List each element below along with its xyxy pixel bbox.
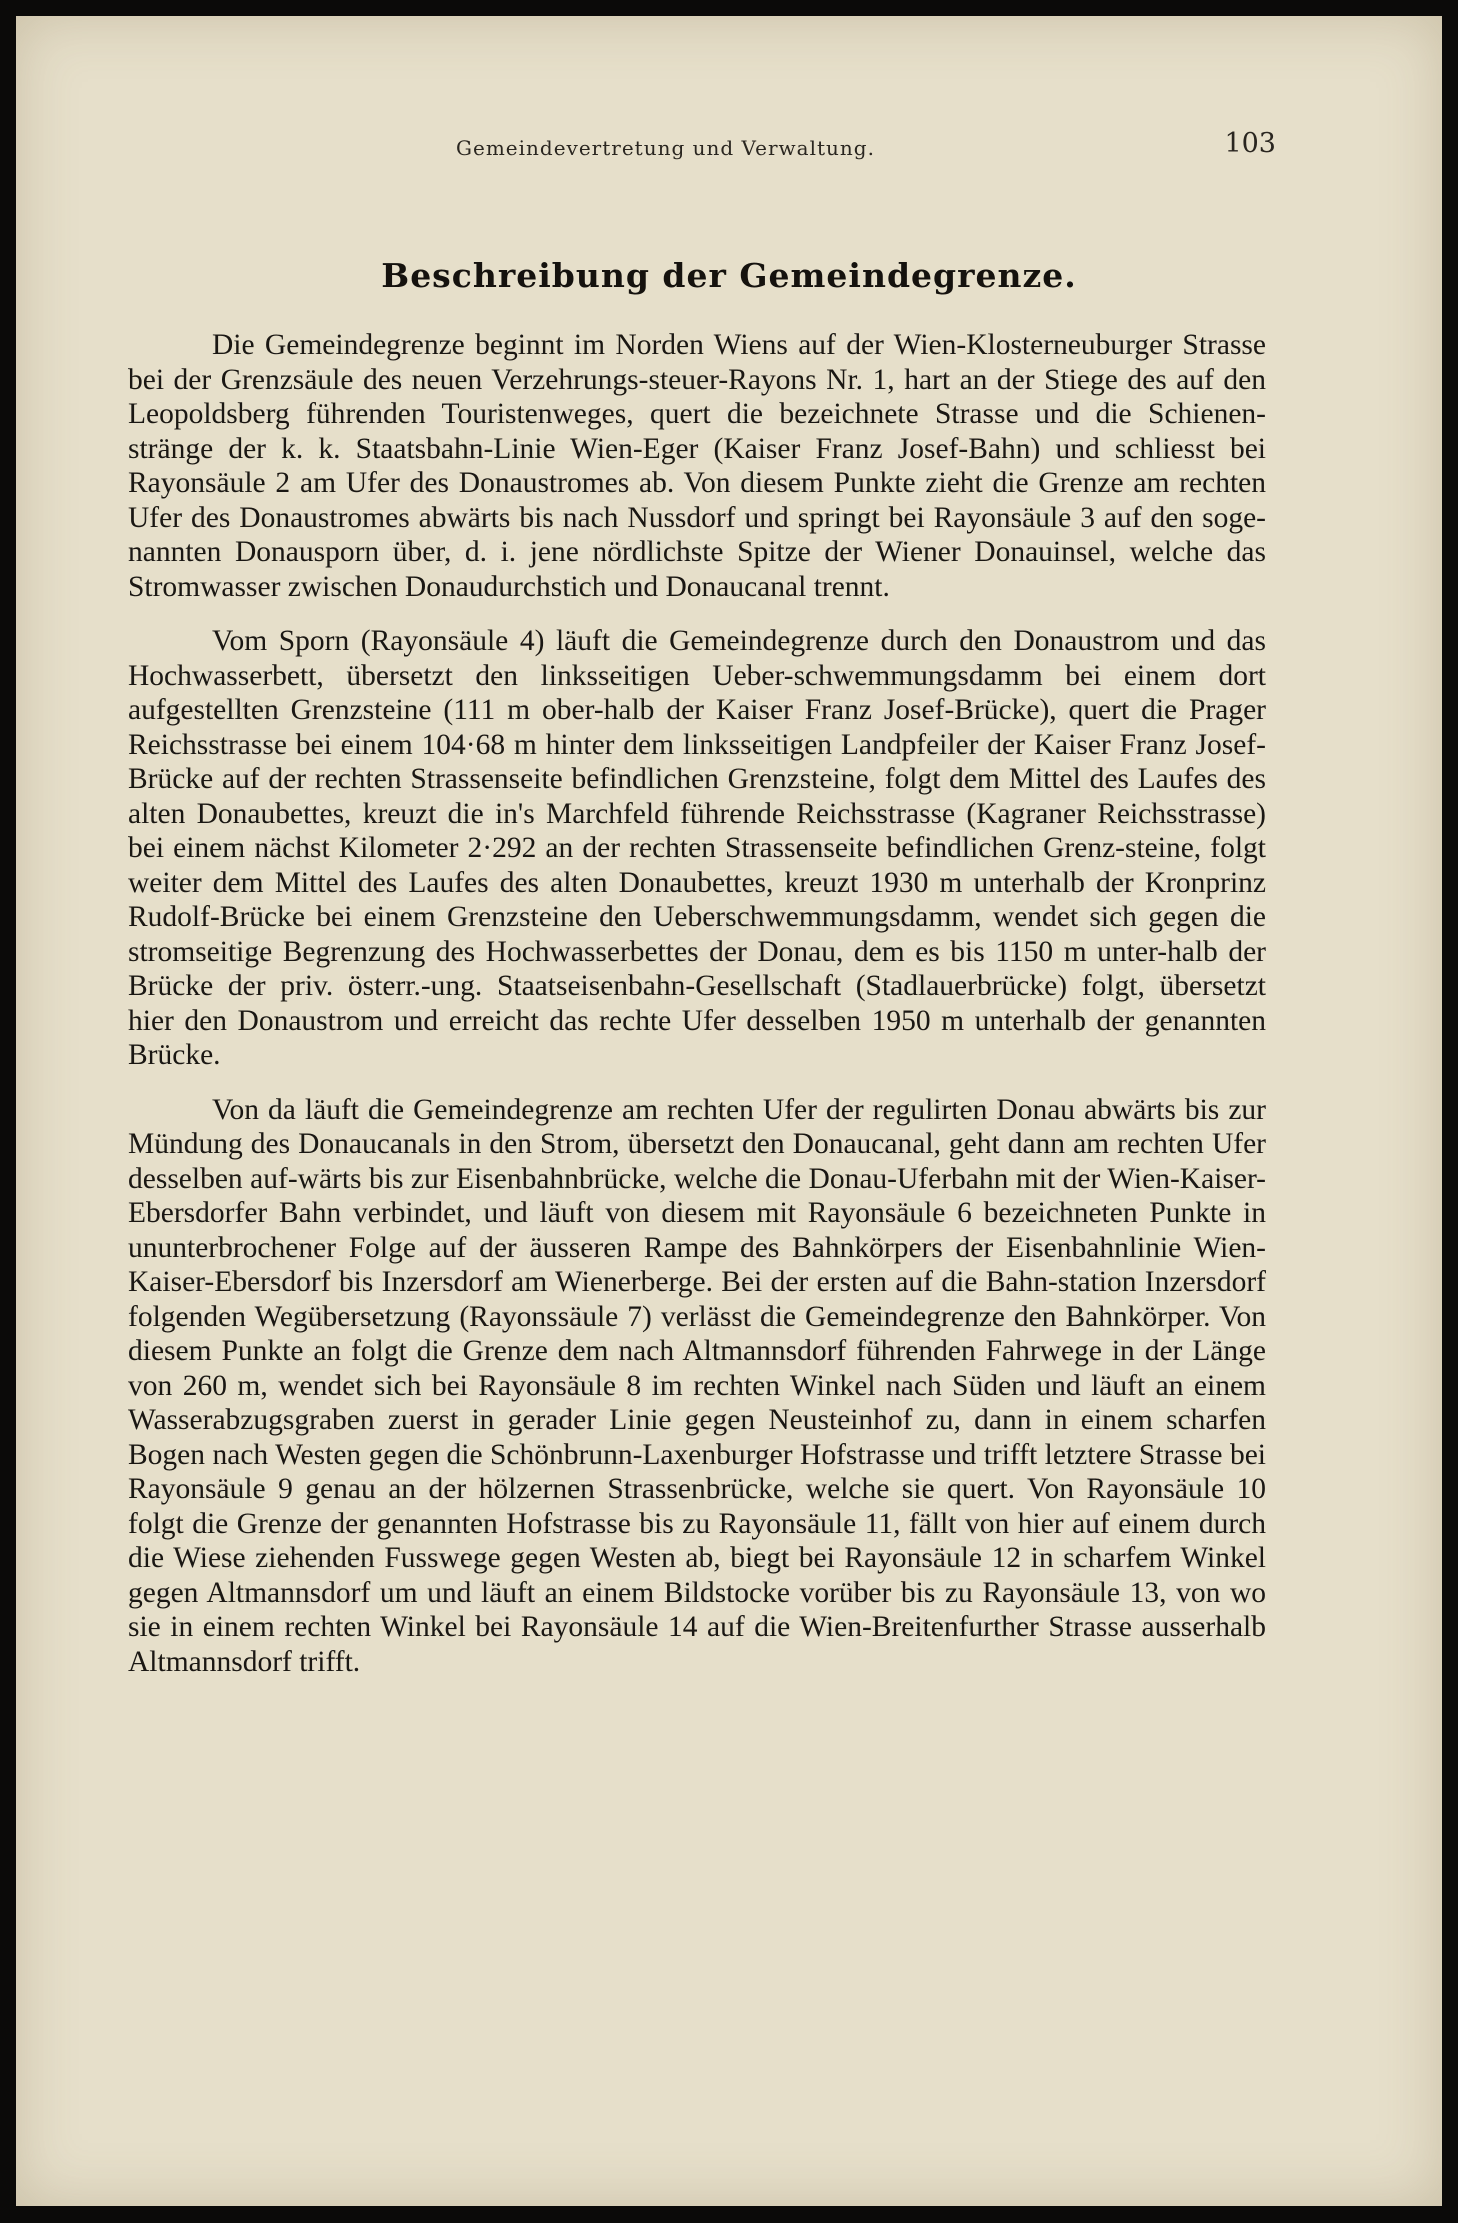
body-text bbox=[128, 328, 1266, 1679]
book-page bbox=[16, 16, 1442, 2206]
paragraph: Von da läuft die Gemeindegrenze am rechten Ufer der regulirten Donau abwärts bis zur Mündung des Donaucanals in den Strom, übersetzt den Donaucanal, geht dann am rechten Ufer desselben auf-wärts bis zur Eisenbahnbrücke, welche die Donau-Uferbahn mit der Wien-Kaiser-Ebersdorfer Bahn verbindet, und läuft von diesem mit Rayonsäule 6 bezeichneten Punkte in ununterbrochener Folge auf der äusseren Rampe des Bahnkörpers der Eisenbahnlinie Wien-Kaiser-Ebersdorf bis Inzersdorf am Wienerberge. Bei der ersten auf die Bahn-station Inzersdorf folgenden Wegübersetzung (Rayonssäule 7) verlässt die Gemeindegrenze den Bahnkörper. Von diesem Punkte an folgt die Grenze dem nach Altmannsdorf führenden Fahrwege in der Länge von 260 m, wendet sich bei Rayonsäule 8 im rechten Winkel nach Süden und läuft an einem Wasserabzugsgraben zuerst in gerader Linie gegen Neusteinhof zu, dann in einem scharfen Bogen nach Westen gegen die Schönbrunn-Laxenburger Hofstrasse und trifft letztere Strasse bei Rayonsäule 9 genau an der hölzernen Strassenbrücke, welche sie quert. Von Rayonsäule 10 folgt die Grenze der genannten Hofstrasse bis zu Rayonsäule 11, fällt von hier auf einem durch die Wiese ziehenden Fusswege gegen Westen ab, biegt bei Rayonsäule 12 in scharfem Winkel gegen Altmannsdorf um und läuft an einem Bildstocke vorüber bis zu Rayonsäule 13, von wo sie in einem rechten Winkel bei Rayonsäule 14 auf die Wien-Breitenfurther Strasse ausserhalb Altmannsdorf trifft. bbox=[128, 1093, 1266, 1678]
paragraph: Vom Sporn (Rayonsäule 4) läuft die Gemeindegrenze durch den Donaustrom und das Hochwasserbett, übersetzt den linksseitigen Ueber-schwemmungsdamm bei einem dort aufgestellten Grenzsteine (111 m ober-halb der Kaiser Franz Josef-Brücke), quert die Prager Reichsstrasse bei einem 104·68 m hinter dem linksseitigen Landpfeiler der Kaiser Franz Josef-Brücke auf der rechten Strassenseite befindlichen Grenzsteine, folgt dem Mittel des Laufes des alten Donaubettes, kreuzt die in's Marchfeld führende Reichsstrasse (Kagraner Reichsstrasse) bei einem nächst Kilometer 2·292 an der rechten Strassenseite befindlichen Grenz-steine, folgt weiter dem Mittel des Laufes des alten Donaubettes, kreuzt 1930 m unterhalb der Kronprinz Rudolf-Brücke bei einem Grenzsteine den Ueberschwemmungsdamm, wendet sich gegen die stromseitige Begrenzung des Hochwasserbettes der Donau, dem es bis 1150 m unter-halb der Brücke der priv. österr.-ung. Staatseisenbahn-Gesellschaft (Stadlauerbrücke) folgt, übersetzt hier den Donaustrom und erreicht das rechte Ufer desselben 1950 m unterhalb der genannten Brücke. bbox=[128, 625, 1266, 1071]
running-title: Gemeindevertretung und Verwaltung. bbox=[456, 136, 875, 160]
section-heading: Beschreibung der Gemeindegrenze. bbox=[381, 256, 1077, 295]
running-head bbox=[444, 124, 1276, 164]
paragraph: Die Gemeindegrenze beginnt im Norden Wiens auf der Wien-Klosterneuburger Strasse bei der Grenzsäule des neuen Verzehrungs-steuer-Rayons Nr. 1, hart an der Stiege des auf den Leopoldsberg führenden Touristenweges, quert die bezeichnete Strasse und die Schienen-stränge der k. k. Staatsbahn-Linie Wien-Eger (Kaiser Franz Josef-Bahn) und schliesst bei Rayonsäule 2 am Ufer des Donaustromes ab. Von diesem Punkte zieht die Grenze am rechten Ufer des Donaustromes abwärts bis nach Nussdorf und springt bei Rayonsäule 3 auf den soge-nannten Donausporn über, d. i. jene nördlichste Spitze der Wiener Donauinsel, welche das Stromwasser zwischen Donaudurchstich und Donaucanal trennt. bbox=[128, 329, 1266, 603]
page-number: 103 bbox=[1224, 128, 1276, 159]
